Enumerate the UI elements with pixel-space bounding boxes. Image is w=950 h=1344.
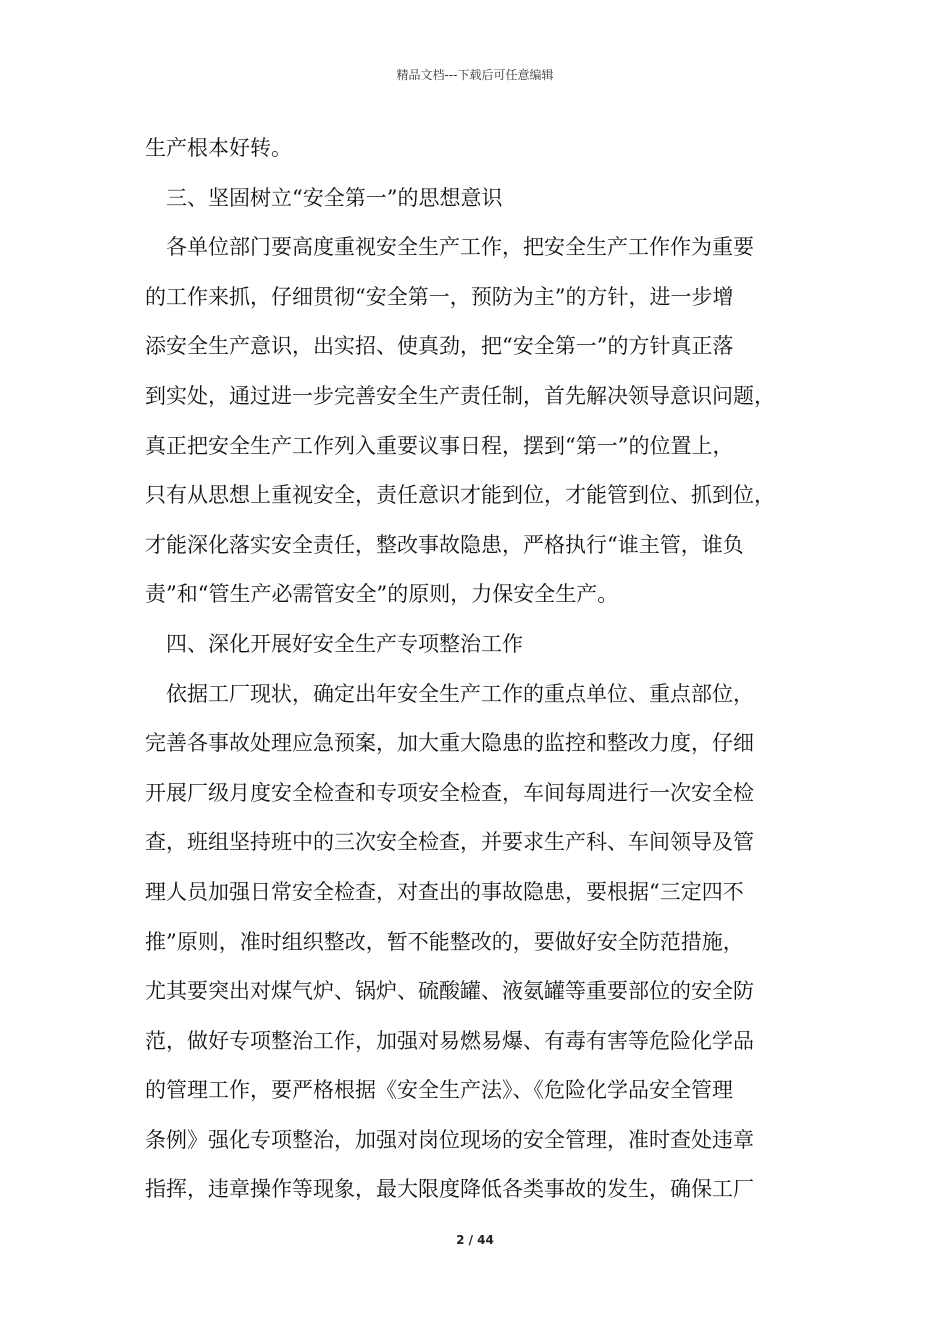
paragraph-line: 才能深化落实安全责任，整改事故隐患，严格执行“谁主管，谁负 [145,532,744,557]
paragraph-line: 添安全生产意识，出实招、使真劲，把“安全第一”的方针真正落 [145,334,734,359]
paragraph-line: 依据工厂现状，确定出年安全生产工作的重点单位、重点部位， [166,681,754,706]
paragraph-line: 查，班组坚持班中的三次安全检查，并要求生产科、车间领导及管 [145,830,754,855]
paragraph-line: 尤其要突出对煤气炉、锅炉、硫酸罐、液氨罐等重要部位的安全防 [145,979,754,1004]
section-heading: 三、坚固树立“安全第一”的思想意识 [166,185,503,210]
paragraph-line: 到实处，通过进一步完善安全生产责任制，首先解决领导意识问题， [145,383,775,408]
page-header: 精品文档---下载后可任意编辑 [396,68,554,82]
paragraph-line: 真正把安全生产工作列入重要议事日程，摆到“第一”的位置上， [145,433,734,458]
paragraph-line: 责”和“管生产必需管安全”的原则，力保安全生产。 [145,582,619,607]
paragraph-line: 范，做好专项整治工作，加强对易燃易爆、有毒有害等危险化学品 [145,1028,754,1053]
paragraph-line: 理人员加强日常安全检查，对查出的事故隐患，要根据“三定四不 [145,879,744,904]
paragraph-line: 开展厂级月度安全检查和专项安全检查，车间每周进行一次安全检 [145,780,754,805]
paragraph-line: 推”原则，准时组织整改，暂不能整改的，要做好安全防范措施， [145,929,744,954]
section-heading: 四、深化开展好安全生产专项整治工作 [166,631,523,656]
page-number: 2 / 44 [456,1233,494,1247]
paragraph-line: 完善各事故处理应急预案，加大重大隐患的监控和整改力度，仔细 [145,731,754,756]
body-text [145,124,825,1215]
paragraph-line: 生产根本好转。 [145,136,292,160]
paragraph-line: 各单位部门要高度重视安全生产工作，把安全生产工作作为重要 [166,235,754,260]
paragraph-line: 的工作来抓，仔细贯彻“安全第一，预防为主”的方针，进一步增 [145,284,734,309]
paragraph-line: 只有从思想上重视安全，责任意识才能到位，才能管到位、抓到位， [145,483,775,508]
paragraph-line: 条例》强化专项整治，加强对岗位现场的安全管理，准时查处违章 [145,1127,754,1152]
paragraph-line: 指挥，违章操作等现象，最大限度降低各类事故的发生，确保工厂 [145,1177,754,1202]
paragraph-line: 的管理工作，要严格根据《安全生产法》、《危险化学品安全管理 [145,1078,733,1103]
